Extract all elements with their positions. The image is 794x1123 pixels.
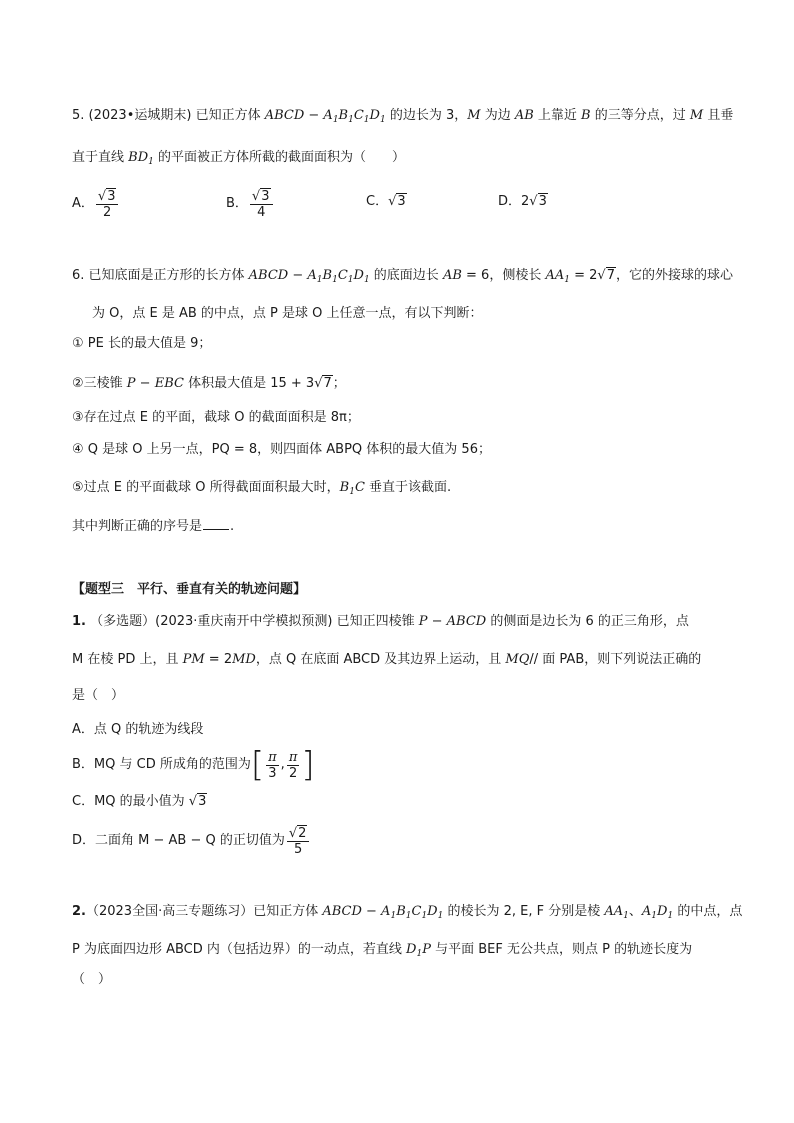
q6-line1: 6. 已知底面是正方形的长方体 ABCD − $A_1B_1C_1D_1$ 的底面边长 AB = 6，侧棱长 $AA_1 = 2√7$，它的外接球的球心 <box>72 268 734 285</box>
q5-option-a: A． $\frac{√3}{2}$ <box>72 186 120 222</box>
q6-line2: 为 O，点 E 是 AB 的中点，点 P 是球 O 上任意一点，有以下判断： <box>92 306 483 321</box>
p2-line3: （ ） <box>72 972 112 987</box>
q5-option-b: B． $\frac{√3}{4}$ <box>226 186 275 222</box>
q5-line1: 5. (2023•运城期末) 已知正方体 ABCD − $A_1B_1C_1D_1$ 的边长为 3，M 为边 AB 上靠近 B 的三等分点，过 M 且垂 <box>72 108 734 125</box>
p1-option-c: C．MQ 的最小值为 √3 <box>72 794 207 809</box>
answer-blank[interactable] <box>203 516 229 530</box>
q6-conclusion: 其中判断正确的序号是 . <box>72 516 234 537</box>
p1-line1: 1. （多选题）(2023·重庆南开中学模拟预测) 已知正四棱锥 P − ABCD 的侧面是边长为 6 的正三角形，点 <box>72 614 689 629</box>
section-title: 【题型三 平行、垂直有关的轨迹问题】 <box>72 582 307 597</box>
q6-statement-5: ⑤过点 E 的平面截球 O 所得截面面积最大时，$B_1C$ 垂直于该截面. <box>72 480 452 497</box>
q6-statement-1: ① PE 长的最大值是 9； <box>72 336 212 351</box>
cube-name: ABCD − $A_1B_1C_1D_1$ <box>264 108 386 125</box>
q5-line2: 直于直线 $BD_1$ 的平面被正方体所截的截面面积为（ ） <box>72 150 405 167</box>
p1-option-d: D．二面角 M − AB − Q 的正切值为 $\frac{√2}{5}$ <box>72 822 311 860</box>
p1-option-b: B．MQ 与 CD 所成角的范围为 [ $\frac{\pi}{3}$ , $\frac{\pi}{2}$ ] <box>72 745 315 785</box>
p1-line2: M 在棱 PD 上，且 PM = 2MD，点 Q 在底面 ABCD 及其边界上运动，且 MQ// 面 PAB，则下列说法正确的 <box>72 652 702 667</box>
p1-line3: 是（ ） <box>72 688 125 703</box>
p1-option-a: A．点 Q 的轨迹为线段 <box>72 722 204 737</box>
q6-statement-2: ②三棱锥 P − EBC 体积最大值是 15 + 3√7； <box>72 376 346 391</box>
q5-option-d: D．2√3 <box>498 194 547 209</box>
p2-line2: P 为底面四边形 ABCD 内（包括边界）的一动点，若直线 $D_1P$ 与平面 BEF 无公共点，则点 P 的轨迹长度为 <box>72 942 693 959</box>
q5-option-c: C．√3 <box>366 194 406 209</box>
q6-statement-3: ③存在过点 E 的平面，截球 O 的截面面积是 8π； <box>72 410 360 425</box>
p2-line1: 2.（2023全国·高三专题练习）已知正方体 ABCD − $A_1B_1C_1D_1$ 的棱长为 2, E, F 分别是棱 $AA_1$、$A_1D_1$ 的中点，点 <box>72 904 743 921</box>
q6-statement-4: ④ Q 是球 O 上另一点，PQ = 8，则四面体 ABPQ 体积的最大值为 56； <box>72 442 491 457</box>
